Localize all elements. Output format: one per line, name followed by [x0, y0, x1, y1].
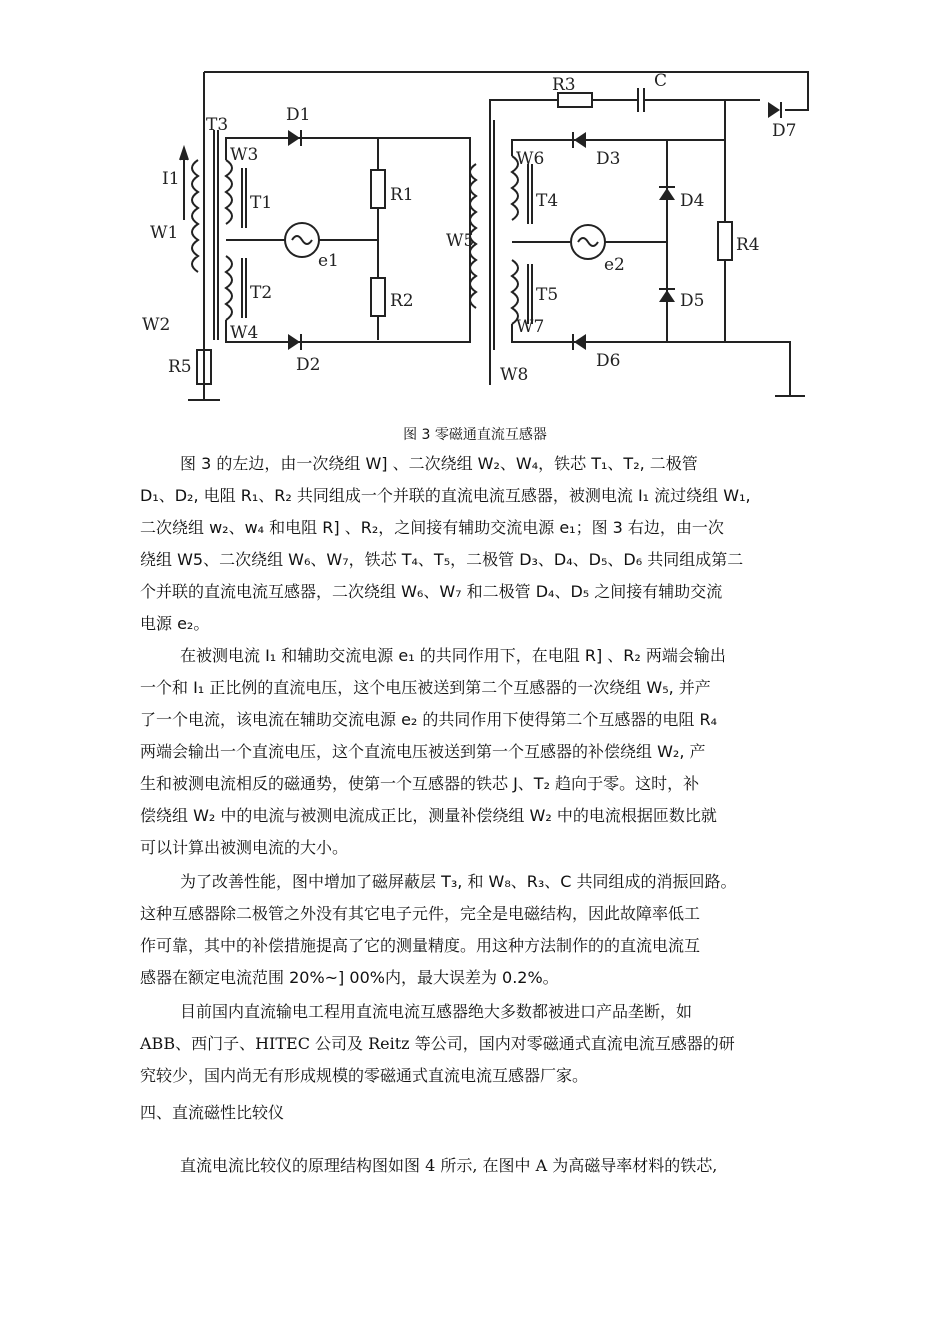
label-W2: W2: [142, 315, 171, 335]
p1-line-4: 绕组 W5、二次绕组 W₆、W₇，铁芯 T₄、T₅，二极管 D₃、D₄、D₅、D₆ 共同组成第二: [140, 550, 744, 569]
p1-line-5: 个并联的直流电流互感器，二次绕组 W₆、W₇ 和二极管 D₄、D₅ 之间接有辅助交流: [140, 582, 723, 601]
label-T4: T4: [536, 191, 559, 211]
p2-line-2: 一个和 I₁ 正比例的直流电压，这个电压被送到第二个互感器的一次绕组 W₅, 并产: [140, 678, 711, 697]
p2-line-1: 在被测电流 I₁ 和辅助交流电源 e₁ 的共同作用下，在电阻 R] 、R₂ 两端会输出: [180, 646, 726, 665]
p2-line-5: 生和被测电流相反的磁通势，使第一个互感器的铁芯 J、T₂ 趋向于零。这时，补: [140, 774, 700, 793]
label-W6: W6: [516, 149, 545, 169]
p2-line-3: 了一个电流，该电流在辅助交流电源 e₂ 的共同作用下使得第二个互感器的电阻 R₄: [140, 710, 718, 729]
label-D1: D1: [286, 105, 311, 125]
p5-line-1: 直流电流比较仪的原理结构图如图 4 所示, 在图中 A 为高磁导率材料的铁芯,: [180, 1156, 718, 1175]
label-D2: D2: [296, 355, 321, 375]
label-D7: D7: [772, 121, 797, 141]
label-e2: e2: [604, 255, 625, 275]
label-W8: W8: [500, 365, 529, 385]
circuit-diagram-figure: [140, 60, 820, 420]
label-R5: R5: [168, 357, 192, 377]
label-e1: e1: [318, 251, 339, 271]
label-D5: D5: [680, 291, 705, 311]
p1-line-1: 图 3 的左边，由一次绕组 W] 、二次绕组 W₂、W₄，铁芯 T₁、T₂, 二极管: [180, 454, 698, 473]
p4-line-2: ABB、西门子、HITEC 公司及 Reitz 等公司，国内对零磁通式直流电流互感器的研: [140, 1034, 735, 1053]
label-I1: I1: [162, 169, 180, 189]
p4-line-1: 目前国内直流输电工程用直流电流互感器绝大多数都被进口产品垄断，如: [180, 1002, 693, 1021]
paragraph-3: [140, 866, 830, 994]
p2-line-4: 两端会输出一个直流电压，这个直流电压被送到第一个互感器的补偿绕组 W₂, 产: [140, 742, 706, 761]
p3-line-2: 这种互感器除二极管之外没有其它电子元件，完全是电磁结构，因此故障率低工: [140, 904, 701, 923]
paragraph-2: [140, 640, 830, 864]
label-T2: T2: [250, 283, 273, 303]
label-W4: W4: [230, 323, 259, 343]
section-heading: 四、直流磁性比较仪: [140, 1103, 285, 1122]
p1-line-3: 二次绕组 w₂、w₄ 和电阻 R] 、R₂，之间接有辅助交流电源 e₁；图 3 右边，由一次: [140, 518, 724, 537]
p2-line-6: 偿绕组 W₂ 中的电流与被测电流成正比，测量补偿绕组 W₂ 中的电流根据匝数比就: [140, 806, 717, 825]
p1-line-2: D₁、D₂, 电阻 R₁、R₂ 共同组成一个并联的直流电流互感器，被测电流 I₁ 流过绕组 W₁,: [140, 486, 751, 505]
paragraph-5: [140, 1150, 830, 1182]
p1-line-6: 电源 e₂。: [140, 614, 210, 633]
label-T3: T3: [206, 115, 229, 135]
label-R3: R3: [552, 75, 576, 95]
label-W7: W7: [516, 317, 545, 337]
paragraph-1: [140, 448, 830, 640]
label-W1: W1: [150, 223, 179, 243]
p4-line-3: 究较少，国内尚无有形成规模的零磁通式直流电流互感器厂家。: [140, 1066, 589, 1085]
label-D6: D6: [596, 351, 621, 371]
label-W5: W5: [446, 231, 475, 251]
label-T1: T1: [250, 193, 273, 213]
figure-caption: 图 3 零磁通直流互感器: [403, 427, 547, 443]
label-T5: T5: [536, 285, 559, 305]
p3-line-4: 感器在额定电流范围 20%~] 00%内，最大误差为 0.2%。: [140, 968, 559, 987]
label-C: C: [654, 71, 668, 91]
p2-line-7: 可以计算出被测电流的大小。: [140, 838, 349, 857]
circuit-diagram-svg: [140, 60, 820, 420]
label-D4: D4: [680, 191, 705, 211]
label-W3: W3: [230, 145, 259, 165]
label-R4: R4: [736, 235, 760, 255]
label-R2: R2: [390, 291, 414, 311]
label-R1: R1: [390, 185, 414, 205]
p3-line-3: 作可靠，其中的补偿措施提高了它的测量精度。用这种方法制作的的直流电流互: [140, 936, 701, 955]
p3-line-1: 为了改善性能，图中增加了磁屏蔽层 T₃, 和 W₈、R₃、C 共同组成的消振回路。: [180, 872, 737, 891]
label-D3: D3: [596, 149, 621, 169]
paragraph-4: [140, 996, 830, 1092]
